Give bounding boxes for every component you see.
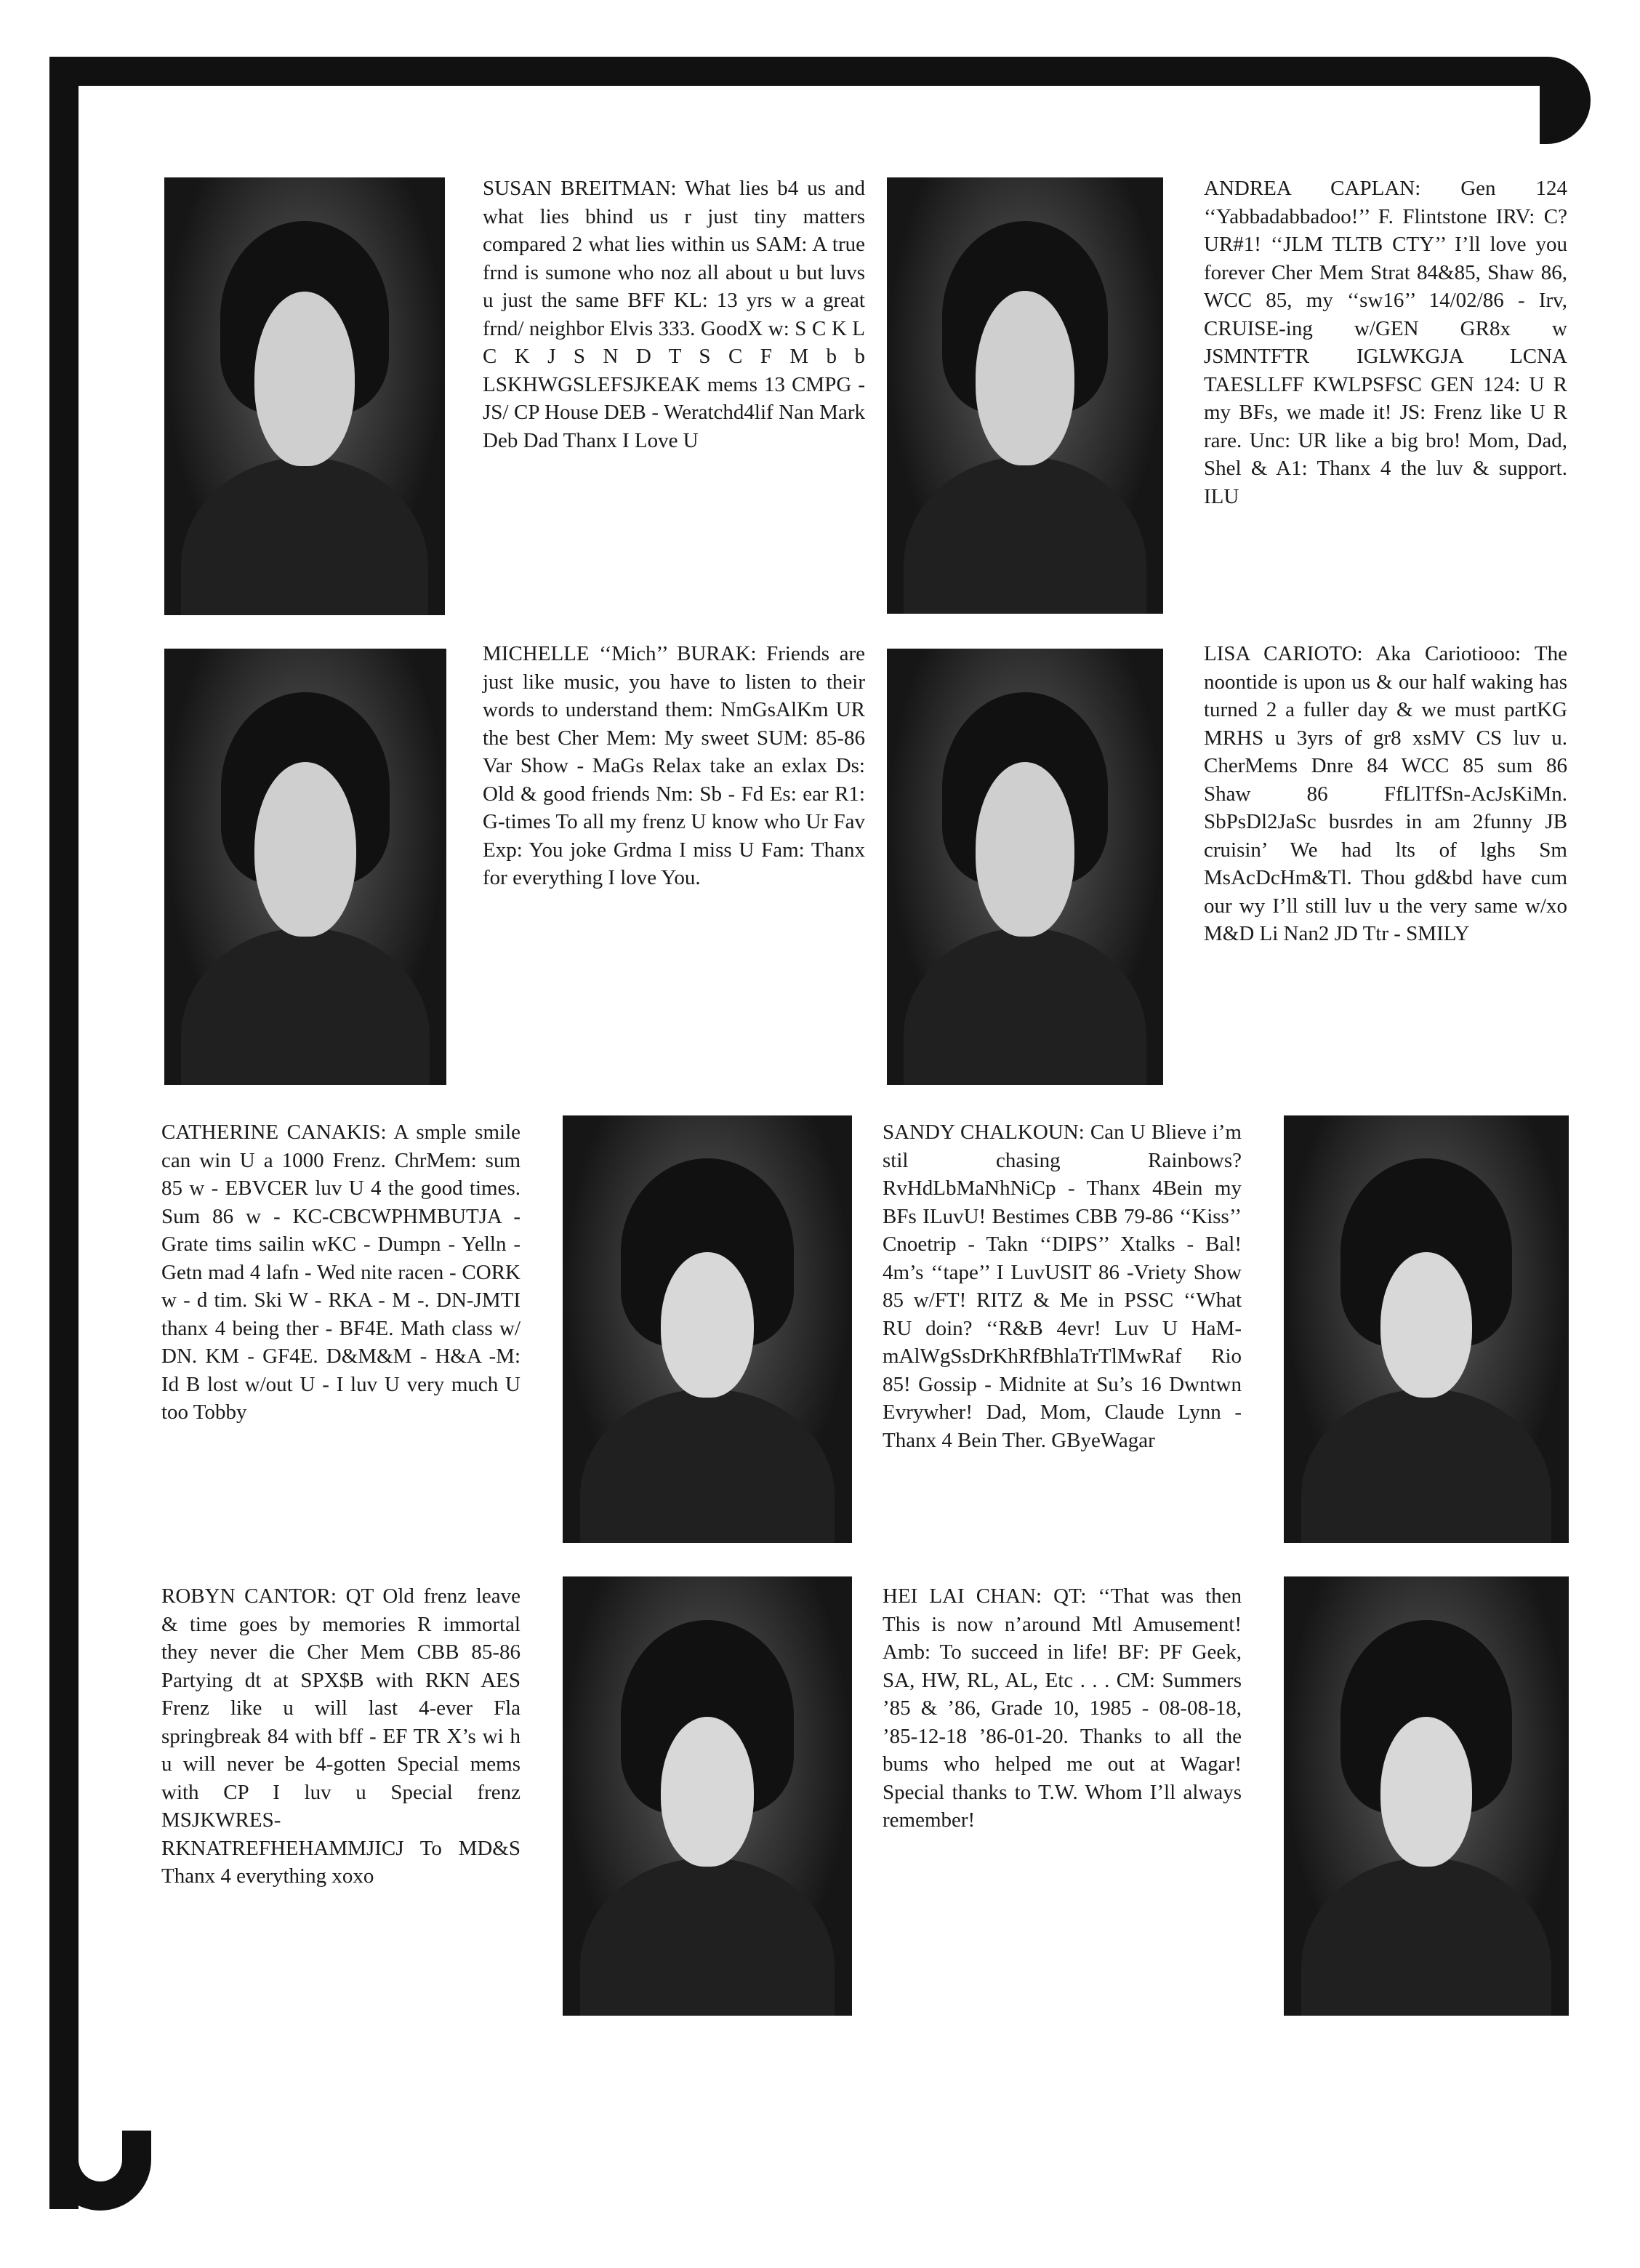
portrait-photo: [887, 177, 1163, 614]
senior-bio: CATHERINE CANAKIS: A smple smile can win U a 1000 Frenz. ChrMem: sum 85 w - EBVCER luv U 4 the good times. Sum 86 w - KC-CBCWPHMBUTJA - Grate tims sailin wKC - Dumpn - Yelln - Getn mad 4 lafn - Wed nite racen - CORK w - d tim. Ski W - RKA - M -. DN-JMTI thanx 4 being ther - BF4E. Math class w/ DN. KM - GF4E. D&M&M - H&A -M: Id B lost w/out U - I luv U very much U too Tobby: [161, 1121, 520, 1424]
portrait-photo: [1284, 1576, 1569, 2016]
portrait-photo: [887, 649, 1163, 1085]
senior-bio: LISA CARIOTO: Aka Cariotiooo: The noontide is upon us & our half waking has turned 2 a fuller day & we must partKG MRHS u 3yrs of gr8 xsMV CS luv u. CherMems Dnre 84 WCC 85 sum 86 Shaw 86 FfLlTfSn-AcJsKiMn. SbPsDl2JaSc busrdes in am 2funny JB cruisin’ We had lts of lghs Sm MsAcDcHm&Tl. Thou gd&bd have cum our wy I’ll still luv u the very same w/xo M&D Li Nan2 JD Ttr - SMILY: [1204, 642, 1567, 945]
senior-bio: MICHELLE ‘‘Mich’’ BURAK: Friends are just like music, you have to listen to their words to understand them: NmGsAlKm UR the best Cher Mem: My sweet SUM: 85-86 Var Show - MaGs Relax take an exlax Ds: Old & good friends Nm: Sb - Fd Es: ear R1: G-times To all my frenz U know who Ur Fav Exp: You joke Grdma I miss U Fam: Thanx for everything I love You.: [483, 642, 865, 889]
portrait-photo: [164, 649, 446, 1085]
senior-bio: ROBYN CANTOR: QT Old frenz leave & time goes by memories R immortal they never die Cher Mem CBB 85-86 Partying dt at SPX$B with RKN AES Frenz like u will last 4-ever Fla springbreak 84 with bff - EF TR X’s wi h u will never be 4-gotten Special mems with CP I luv u Special frenz MSJKWRES-RKNATREFHEHAMMJICJ To MD&S Thanx 4 everything xoxo: [161, 1584, 520, 1888]
portrait-photo: [1284, 1115, 1569, 1543]
senior-bio: SANDY CHALKOUN: Can U Blieve i’m stil chasing Rainbows? RvHdLbMaNhNiCp - Thanx 4Bein my BFs ILuvU! Bestimes CBB 79-86 ‘‘Kiss’’ Cnoetrip - Takn ‘‘DIPS’’ Xtalks - Bal! 4m’s ‘‘tape’’ I LuvUSIT 86 -Vriety Show 85 w/FT! RITZ & Me in PSSC ‘‘What RU doin? ‘‘R&B 4evr! Luv U HaM-mAlWgSsDrKhRfBhlaTrTlMwRaf Rio 85! Gossip - Midnite at Su’s 16 Dwntwn Evrywher! Dad, Mom, Claude Lynn - Thanx 4 Bein Ther. GByeWagar: [883, 1121, 1242, 1452]
page-frame-left: [49, 57, 79, 2209]
senior-bio: SUSAN BREITMAN: What lies b4 us and what lies bhind us r just tiny matters compared 2 what lies within us SAM: A true frnd is sumone who noz all about u but luvs u just the same BFF KL: 13 yrs w a great frnd/ neighbor Elvis 333. GoodX w: S C K L C K J S N D T S C F M b b LSKHWGSLEFSJKEAK mems 13 CMPG - JS/ CP House DEB - Weratchd4lif Nan Mark Deb Dad Thanx I Love U: [483, 177, 865, 452]
senior-bio: HEI LAI CHAN: QT: ‘‘That was then This is now n’around Mtl Amusement! Amb: To succeed in life! BF: PF Geek, SA, HW, RL, AL, Etc . . . CM: Summers ’85 & ’86, Grade 10, 1985 - 08-08-18, ’85-12-18 ’86-01-20. Thanks to all the bums who helped me out at Wagar! Special thanks to T.W. Whom I’ll always remember!: [883, 1584, 1242, 1832]
senior-bio: ANDREA CAPLAN: Gen 124 ‘‘Yabbadabbadoo!’’ F. Flintstone IRV: C?UR#1! ‘‘JLM TLTB CTY’’ I’ll love you forever Cher Mem Strat 84&85, Shaw 86, WCC 85, my ‘‘sw16’’ 14/02/86 - Irv, CRUISE-ing w/GEN GR8x w JSMNTFTR IGLWKGJA LCNA TAESLLFF KWLPSFSC GEN 124: U R my BFs, we made it! JS: Frenz like U R rare. Unc: UR like a big bro! Mom, Dad, Shel & A1: Thanx 4 the luv & support. ILU: [1204, 177, 1567, 508]
page-frame-top: [49, 57, 1540, 86]
portrait-photo: [563, 1115, 852, 1543]
portrait-photo: [164, 177, 445, 615]
portrait-photo: [563, 1576, 852, 2016]
page-frame-top-curl: [1540, 57, 1591, 144]
